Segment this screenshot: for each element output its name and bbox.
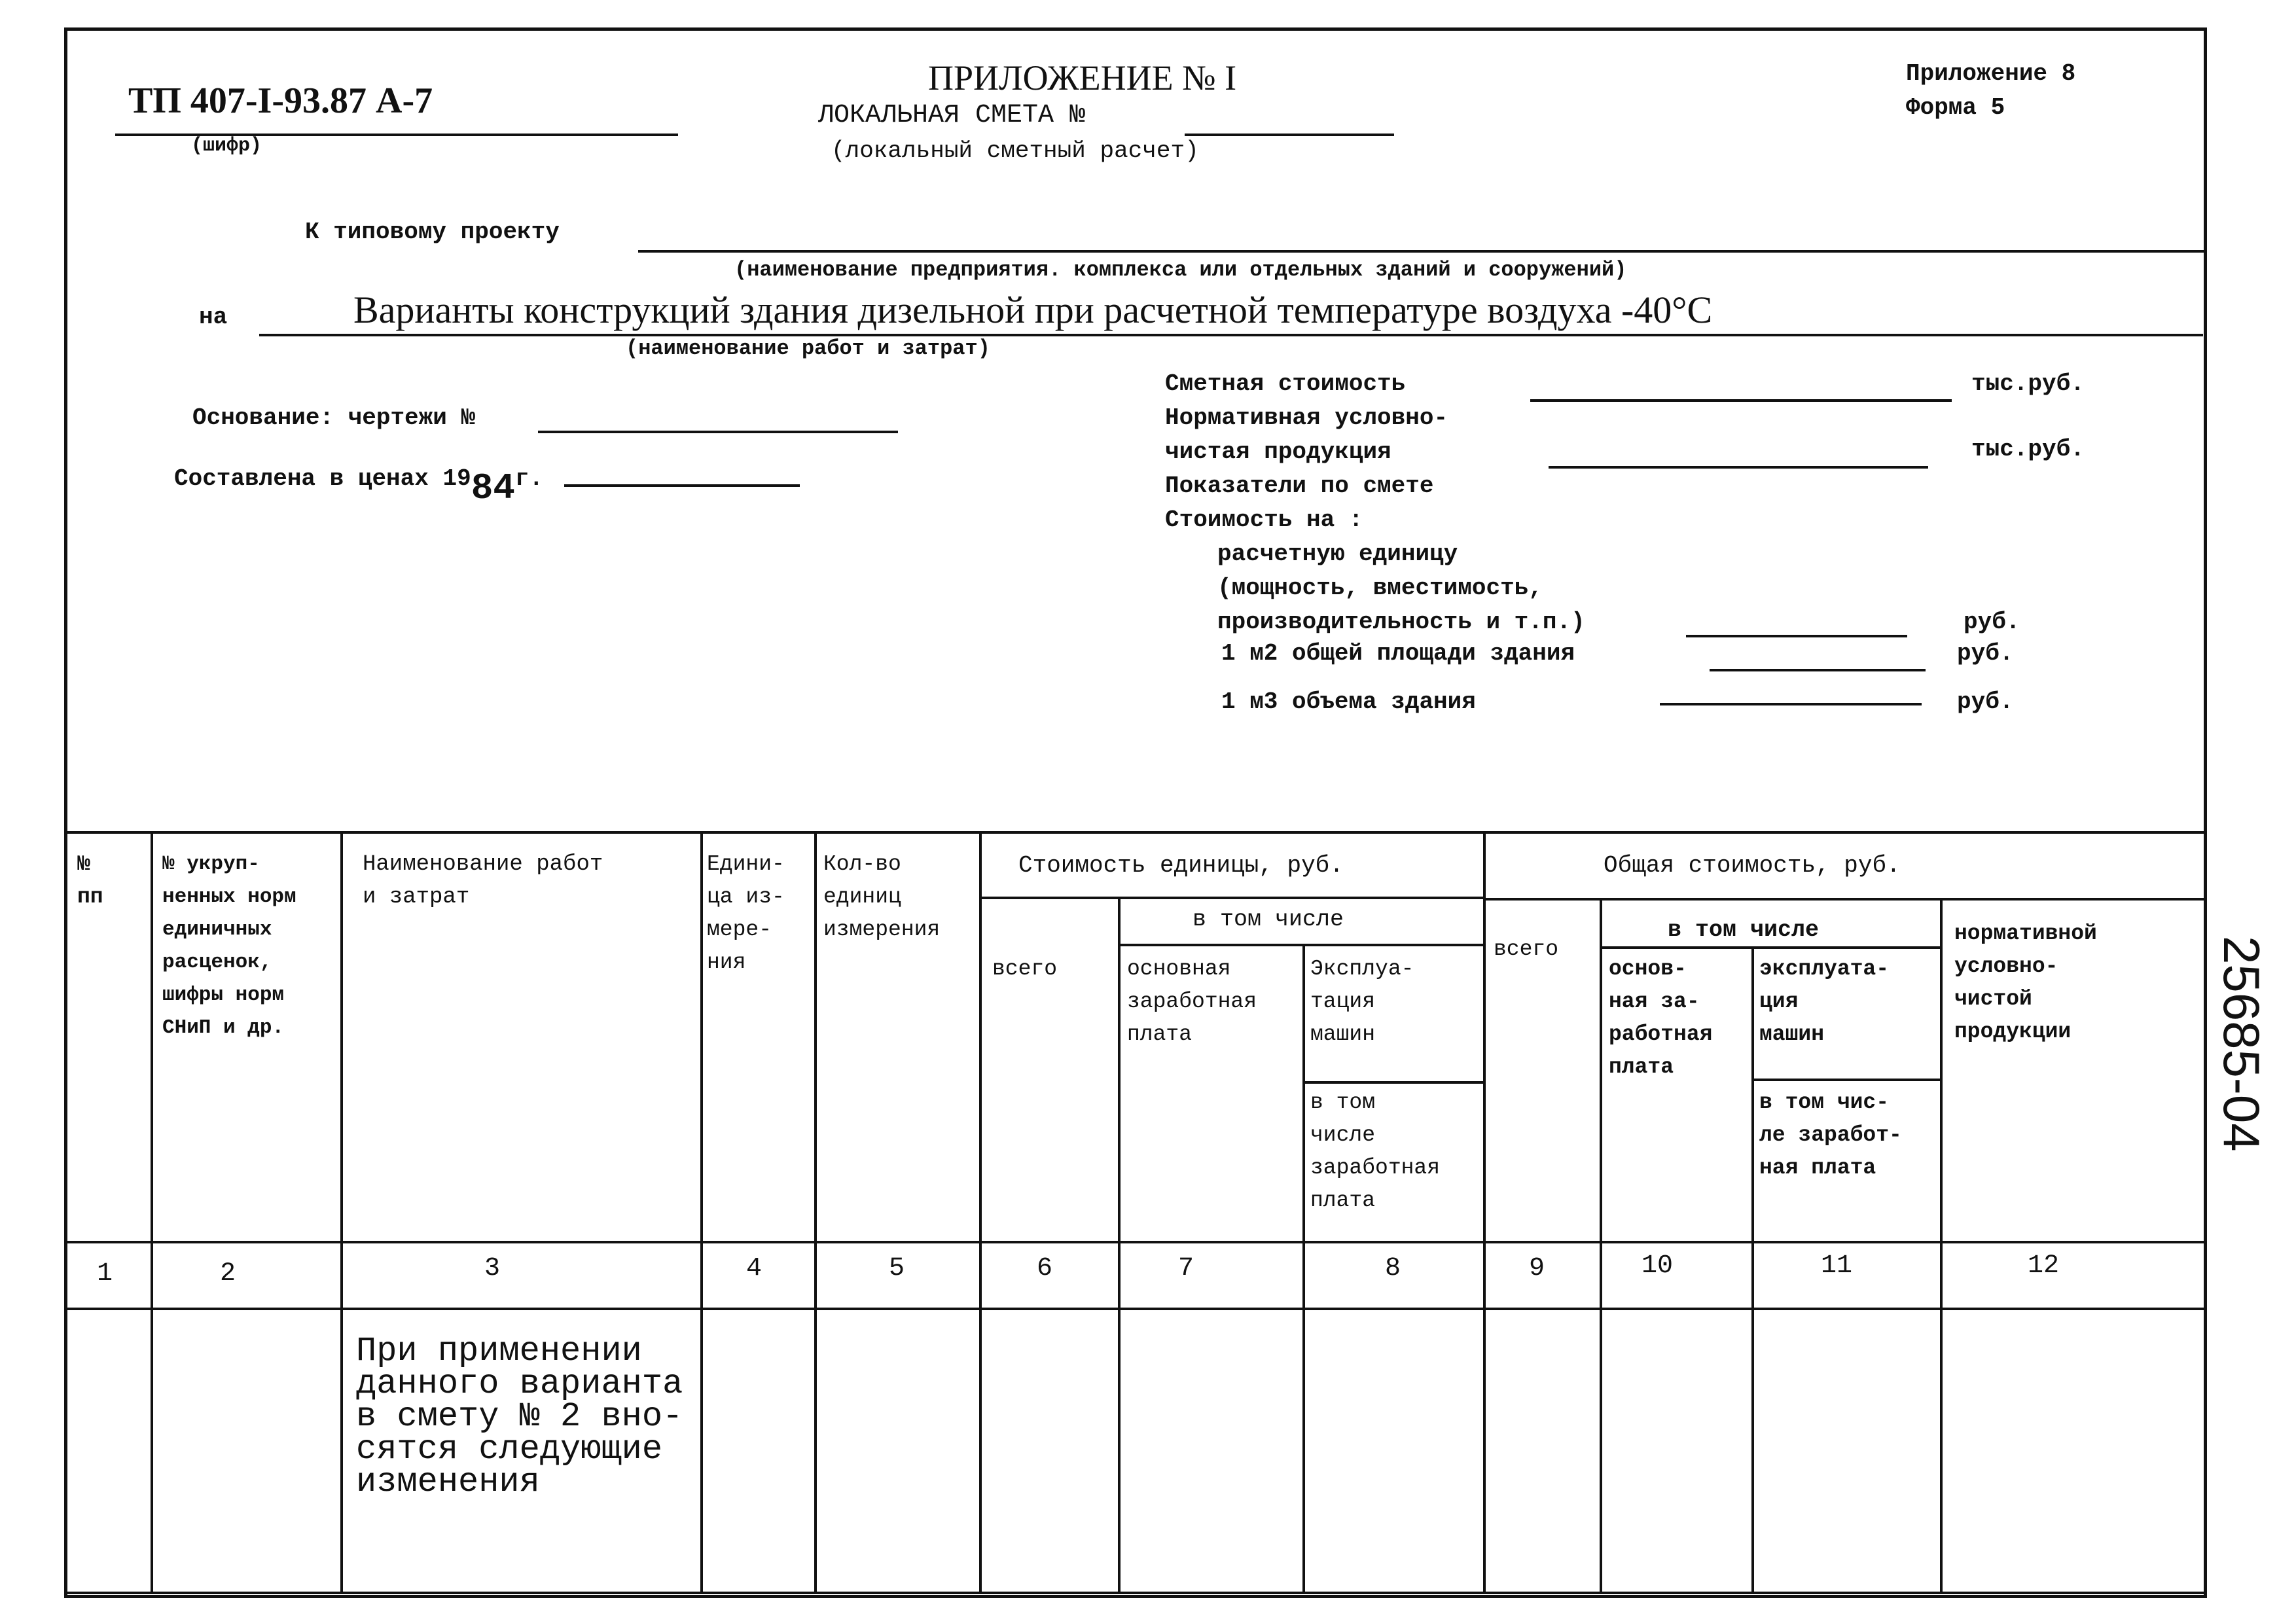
header-incl-a: в том числе [1193, 906, 1344, 933]
header-incl-b: в том числе [1668, 917, 1820, 943]
typical-project-label: К типовому проекту [305, 219, 560, 245]
col-number-3: 3 [484, 1254, 501, 1283]
unit-rub-2: руб. [1957, 640, 2014, 667]
typical-project-caption: (наименование предприятия. комплекса или отдельных зданий и сооружений) [734, 258, 1627, 282]
basis-line [538, 431, 898, 433]
normative-line [1549, 466, 1928, 469]
typical-project-line [638, 250, 2204, 253]
work-name: Варианты конструкций здания дизельной при расчетной температуре воздуха -40°С [353, 289, 1713, 331]
work-name-line [259, 334, 2203, 336]
annex-label: Приложение 8 [1906, 60, 2076, 87]
estimated-cost-line [1530, 399, 1952, 402]
prices-label: Составлена в ценах 1984г. [174, 465, 544, 509]
per-m2-label: 1 м2 общей площади здания [1221, 640, 1575, 667]
basis-label: Основание: чертежи № [192, 404, 476, 431]
normative-label-2: чистая продукция [1165, 438, 1391, 465]
per-m3-label: 1 м3 объема здания [1221, 688, 1476, 715]
header-total-b: всего [1494, 937, 1559, 961]
header-name: Наименование работ и затрат [363, 852, 603, 910]
header-no: № пп [77, 852, 103, 909]
row-description: При применении данного варианта в смету № 2 вно- сятся следующие изменения [356, 1332, 683, 1501]
header-unit-cost: Стоимость единицы, руб. [1018, 852, 1344, 879]
side-stamp: 25685-04 [2213, 936, 2270, 1152]
col-number-7: 7 [1178, 1254, 1194, 1283]
normative-unit: тыс.руб. [1971, 436, 2085, 463]
header-mach-wage-b: в том чис- ле заработ- ная плата [1759, 1090, 1902, 1180]
unit-rub-1: руб. [1964, 609, 2020, 635]
per-m3-line [1660, 703, 1922, 705]
unit-label-3: производительность и т.п.) [1217, 609, 1585, 635]
col-number-12: 12 [2028, 1251, 2060, 1281]
col-number-4: 4 [746, 1254, 762, 1283]
header-total-a: всего [992, 957, 1058, 981]
header-basic-a: основная заработная плата [1127, 957, 1257, 1046]
col-number-10: 10 [1641, 1251, 1674, 1281]
estimate-subtitle: (локальный сметный расчет) [831, 137, 1199, 164]
header-mach-b: эксплуата- ция машин [1759, 957, 1890, 1046]
code-caption: (шифр) [191, 135, 262, 157]
estimate-number-line [1185, 134, 1394, 136]
estimated-cost-unit: тыс.руб. [1971, 370, 2085, 397]
header-mach-a: Эксплуа- тация машин [1310, 957, 1414, 1046]
unit-line [1686, 635, 1907, 637]
on-label: на [199, 304, 228, 330]
normative-label-1: Нормативная условно- [1165, 404, 1448, 431]
work-caption: (наименование работ и затрат) [626, 336, 990, 361]
cost-per-label: Стоимость на : [1165, 507, 1363, 533]
estimate-title: ЛОКАЛЬНАЯ СМЕТА № [818, 101, 1086, 130]
document-code: ТП 407-I-93.87 А-7 [128, 80, 433, 121]
header-basic-b: основ- ная за- работная плата [1609, 957, 1713, 1079]
header-qty: Кол-во единиц измерения [823, 852, 941, 942]
header-total-cost: Общая стоимость, руб. [1604, 852, 1901, 879]
unit-label-2: (мощность, вместимость, [1217, 575, 1543, 601]
per-m2-line [1710, 669, 1926, 671]
col-number-11: 11 [1821, 1251, 1853, 1281]
indicators-label: Показатели по смете [1165, 473, 1434, 499]
unit-rub-3: руб. [1957, 688, 2014, 715]
prices-line [564, 484, 800, 487]
col-number-2: 2 [220, 1259, 236, 1289]
header-mach-wage-a: в том числе заработная плата [1310, 1090, 1441, 1213]
header-norm-prod: нормативной условно- чистой продукции [1954, 921, 2097, 1044]
col-number-5: 5 [889, 1254, 905, 1283]
appendix-title: ПРИЛОЖЕНИЕ № I [928, 58, 1237, 98]
col-number-6: 6 [1037, 1254, 1053, 1283]
unit-label-1: расчетную единицу [1217, 541, 1458, 567]
col-number-1: 1 [97, 1259, 113, 1289]
header-norms: № укруп- ненных норм единичных расценок, шифры норм СНиП и др. [162, 853, 296, 1039]
form-label: Форма 5 [1906, 94, 2005, 121]
estimated-cost-label: Сметная стоимость [1165, 370, 1406, 397]
col-number-8: 8 [1385, 1254, 1401, 1283]
header-unit: Едини- ца из- мере- ния [707, 852, 785, 974]
col-number-9: 9 [1529, 1254, 1545, 1283]
